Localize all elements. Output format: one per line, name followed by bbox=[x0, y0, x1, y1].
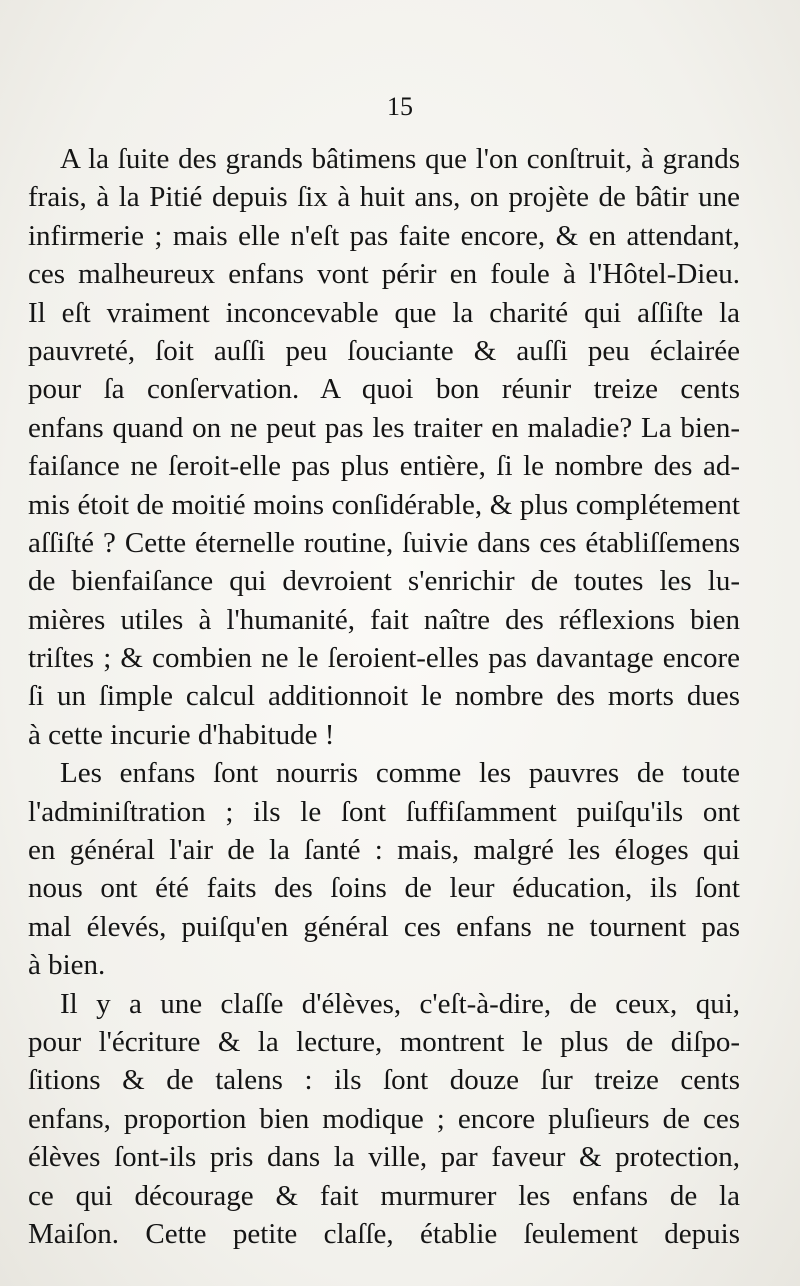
text-line: ſi un ſimple calcul additionnoit le nombre des morts dues bbox=[28, 680, 740, 713]
text-line: enfans, proportion bien modique ; encore pluſieurs de ces bbox=[28, 1102, 740, 1135]
page-number: 15 bbox=[387, 92, 413, 121]
text-line: Les enfans ſont nourris comme les pauvres de toute bbox=[60, 757, 740, 790]
body-text bbox=[28, 140, 740, 1253]
text-line: Maiſon. Cette petite claſſe, établie ſeulement depuis bbox=[28, 1217, 740, 1250]
paragraph-2 bbox=[28, 754, 740, 984]
text-line: de bienfaiſance qui devroient s'enrichir de toutes les lu- bbox=[28, 565, 740, 598]
text-line: pauvreté, ſoit auſſi peu ſouciante & auſſi peu éclairée bbox=[28, 334, 740, 367]
text-line: enfans quand on ne peut pas les traiter en maladie? La bien- bbox=[28, 411, 740, 444]
paragraph-3 bbox=[28, 985, 740, 1254]
text-line: aſſiſté ? Cette éternelle routine, ſuivie dans ces établiſſemens bbox=[28, 526, 740, 559]
text-line: ce qui décourage & fait murmurer les enfans de la bbox=[28, 1179, 740, 1212]
text-line: élèves ſont-ils pris dans la ville, par faveur & protection, bbox=[28, 1141, 740, 1174]
text-line: à bien. bbox=[28, 949, 106, 982]
text-line: pour l'écriture & la lecture, montrent le plus de diſpo- bbox=[28, 1025, 740, 1058]
text-line: à cette incurie d'habitude ! bbox=[28, 718, 335, 751]
text-line: l'adminiſtration ; ils le ſont ſuffiſamment puiſqu'ils ont bbox=[28, 795, 740, 828]
text-line: en général l'air de la ſanté : mais, malgré les éloges qui bbox=[28, 834, 740, 867]
text-line: ces malheureux enfans vont périr en foule à l'Hôtel-Dieu. bbox=[28, 258, 740, 291]
paragraph-1 bbox=[28, 140, 740, 754]
text-line: Il eſt vraiment inconcevable que la charité qui aſſiſte la bbox=[28, 296, 740, 329]
text-line: frais, à la Pitié depuis ſix à huit ans, on projète de bâtir une bbox=[28, 181, 740, 214]
text-line: pour ſa conſervation. A quoi bon réunir treize cents bbox=[28, 373, 740, 406]
text-line: mis étoit de moitié moins conſidérable, & plus complétement bbox=[28, 488, 740, 521]
text-line: nous ont été faits des ſoins de leur éducation, ils ſont bbox=[28, 872, 740, 905]
text-line: A la ſuite des grands bâtimens que l'on conſtruit, à grands bbox=[60, 143, 740, 175]
text-line: triſtes ; & combien ne le ſeroient-elles pas davantage encore bbox=[28, 642, 740, 675]
text-line: mières utiles à l'humanité, fait naître des réflexions bien bbox=[28, 603, 740, 636]
text-line: Il y a une claſſe d'élèves, c'eſt-à-dire, de ceux, qui, bbox=[60, 987, 740, 1020]
text-line: mal élevés, puiſqu'en général ces enfans ne tournent pas bbox=[28, 910, 740, 943]
text-line: ſitions & de talens : ils ſont douze ſur treize cents bbox=[28, 1064, 740, 1097]
text-line: infirmerie ; mais elle n'eſt pas faite encore, & en attendant, bbox=[28, 219, 740, 252]
text-line: faiſance ne ſeroit-elle pas plus entière, ſi le nombre des ad- bbox=[28, 450, 740, 483]
